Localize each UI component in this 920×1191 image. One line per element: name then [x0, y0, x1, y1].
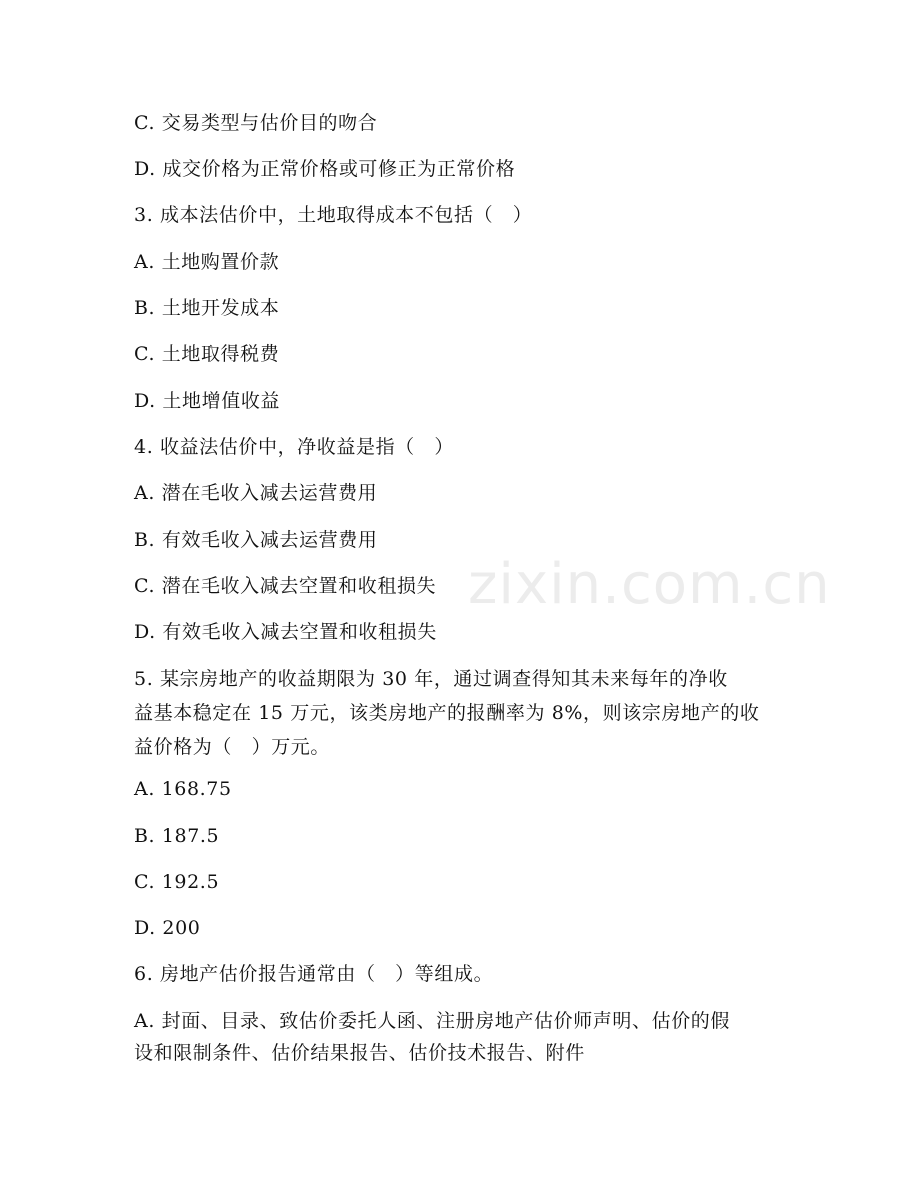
question-4: 4. 收益法估价中，净收益是指（ ）: [134, 436, 454, 458]
question-5-line-1: 5. 某宗房地产的收益期限为 30 年，通过调查得知其未来每年的净收: [134, 668, 728, 690]
option-b-q3: B. 土地开发成本: [134, 297, 280, 319]
option-a-q5: A. 168.75: [134, 778, 232, 800]
option-d-q4: D. 有效毛收入减去空置和收租损失: [134, 621, 437, 643]
option-a-q6-line-2: 设和限制条件、估价结果报告、估价技术报告、附件: [134, 1042, 585, 1064]
option-d-q2: D. 成交价格为正常价格或可修正为正常价格: [134, 158, 516, 180]
option-d-q5: D. 200: [134, 917, 201, 939]
option-c-q2: C. 交易类型与估价目的吻合: [134, 112, 378, 134]
option-c-q5: C. 192.5: [134, 871, 220, 893]
option-d-q3: D. 土地增值收益: [134, 390, 281, 412]
question-5-line-3: 益价格为（ ）万元。: [134, 736, 331, 758]
question-5-line-2: 益基本稳定在 15 万元，该类房地产的报酬率为 8%，则该宗房地产的收: [134, 702, 760, 724]
option-a-q3: A. 土地购置价款: [134, 251, 280, 273]
option-c-q4: C. 潜在毛收入减去空置和收租损失: [134, 575, 437, 597]
option-c-q3: C. 土地取得税费: [134, 343, 280, 365]
option-a-q6-line-1: A. 封面、目录、致估价委托人函、注册房地产估价师声明、估价的假: [134, 1010, 731, 1032]
option-b-q5: B. 187.5: [134, 825, 220, 847]
option-b-q4: B. 有效毛收入减去运营费用: [134, 529, 378, 551]
watermark: zixin.com.cn: [468, 552, 831, 617]
question-3: 3. 成本法估价中，土地取得成本不包括（ ）: [134, 204, 533, 226]
question-6: 6. 房地产估价报告通常由（ ）等组成。: [134, 963, 494, 985]
option-a-q4: A. 潜在毛收入减去运营费用: [134, 482, 378, 504]
